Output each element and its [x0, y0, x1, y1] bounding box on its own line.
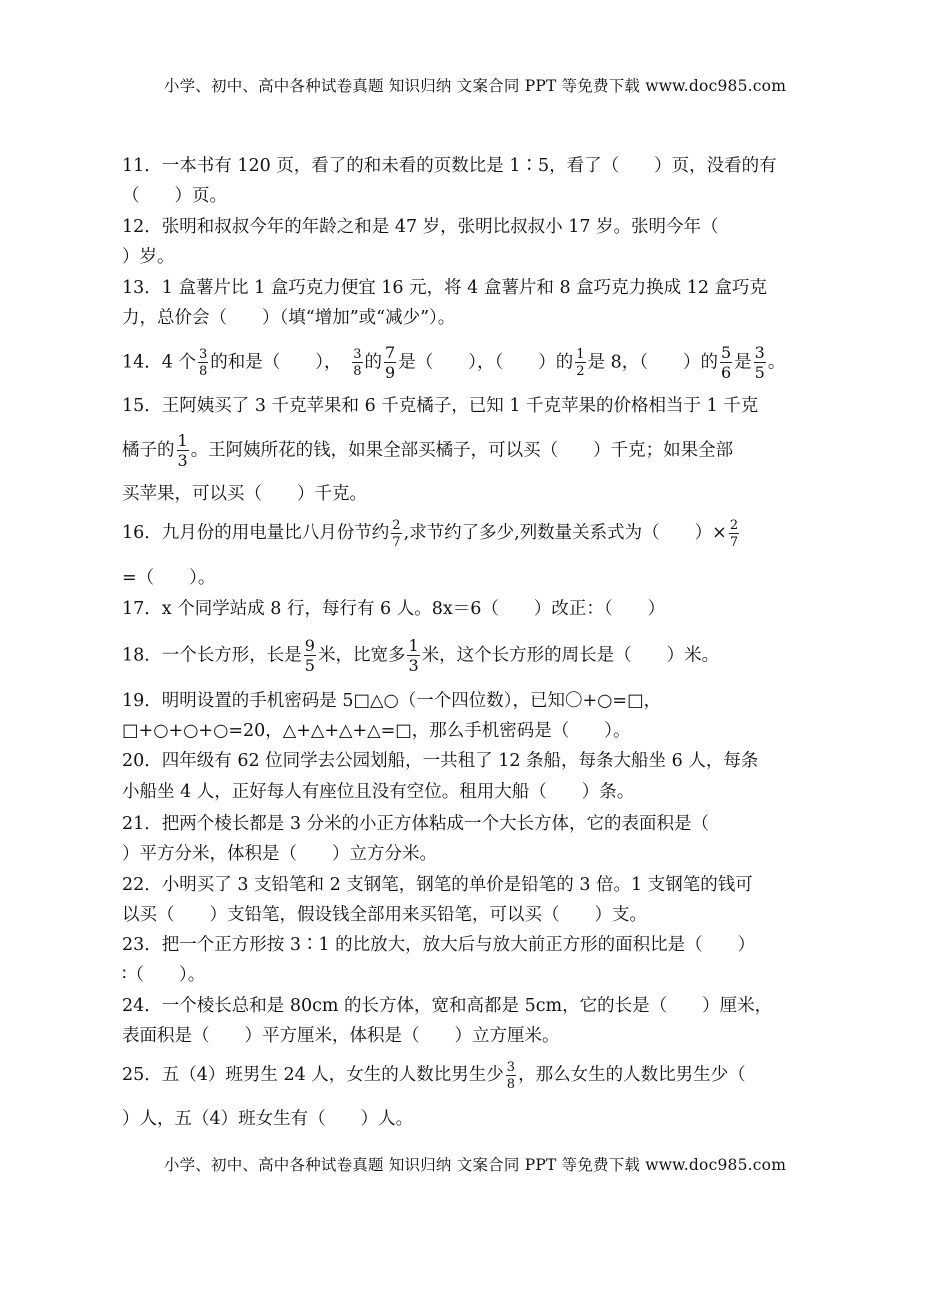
q14-fraction-6: $\frac{3}{5}$ [754, 343, 765, 382]
question-16-line-1 [122, 518, 840, 549]
q14-fraction-2: $\frac{3}{8}$ [353, 347, 362, 379]
question-23-line-1: 23．把一个正方形按 3∶1 的比放大，放大后与放大前正方形的面积比是（ ） [122, 935, 756, 955]
q14-fraction-1: $\frac{3}{8}$ [198, 347, 208, 379]
question-11-line-2: （ ）页。 [122, 186, 227, 206]
question-24-line-2: 表面积是（ ）平方厘米，体积是（ ）立方厘米。 [122, 1026, 560, 1046]
q14-text-3: 的 [364, 352, 383, 373]
q18-fraction-2: $\frac{1}{3}$ [408, 636, 419, 675]
q18-text-2: 米，比宽多 [317, 645, 406, 666]
q16-text-1: 16．九月份的用电量比八月份节约 [122, 523, 390, 543]
q15-text-a: 橘子的 [122, 440, 175, 461]
question-22-line-1: 22．小明买了 3 支铅笔和 2 支钢笔，钢笔的单价是铅笔的 3 倍。1 支钢笔的钱可 [122, 875, 753, 895]
question-23-line-2: ∶（ ）。 [122, 965, 206, 985]
question-21-line-2: ）平方分米，体积是（ ）立方分米。 [122, 844, 437, 864]
question-18 [122, 638, 840, 674]
question-15-line-2 [122, 433, 840, 469]
question-17: 17．x 个同学站成 8 行，每行有 6 人。8x＝6（ ）改正：（ ） [122, 599, 666, 619]
q14-text-1: 14．4 个 [122, 352, 196, 373]
q14-text-5: 是 8，（ ）的 [587, 352, 718, 373]
question-14 [122, 345, 840, 381]
question-19-line-2: □+○+○+○=20，△+△+△+△=□，那么手机密码是（ ）。 [122, 721, 631, 741]
q15-text-b: 。王阿姨所花的钱，如果全部买橘子，可以买（ ）千克；如果全部 [190, 440, 734, 461]
question-11-line-1: 11．一本书有 120 页，看了的和未看的页数比是 1∶5，看了（ ）页，没看的有 [122, 156, 777, 176]
q14-text-6: 是 [734, 352, 752, 373]
question-13-line-2: 力，总价会（ ）（填“增加”或“减少”）。 [122, 308, 456, 328]
question-20-line-2: 小船坐 4 人，正好每人有座位且没有空位。租用大船（ ）条。 [122, 782, 635, 802]
page-header: 小学、初中、高中各种试卷真题 知识归纳 文案合同 PPT 等免费下载 www.doc985.com [163, 77, 787, 95]
q14-text-7: 。 [767, 352, 786, 373]
q14-fraction-4: $\frac{1}{2}$ [576, 347, 585, 379]
q16-fraction-2: $\frac{2}{7}$ [729, 517, 739, 550]
question-25-line-2: ）人，五（4）班女生有（ ）人。 [122, 1109, 414, 1129]
question-13-line-1: 13．1 盒薯片比 1 盒巧克力便宜 16 元，将 4 盒薯片和 8 盒巧克力换成 12 盒巧克 [122, 278, 768, 298]
question-21-line-1: 21．把两个棱长都是 3 分米的小正方体粘成一个大长方体，它的表面积是（ [122, 814, 710, 834]
q15-fraction: $\frac{1}{3}$ [177, 431, 188, 470]
q18-text-3: 米，这个长方形的周长是（ ）米。 [421, 645, 720, 666]
q25-fraction: $\frac{3}{8}$ [506, 1059, 516, 1092]
question-25-line-1 [122, 1060, 840, 1091]
question-16-line-2: =（ ）。 [122, 568, 216, 588]
question-12-line-2: ）岁。 [122, 247, 175, 267]
q16-fraction-1: $\frac{2}{7}$ [392, 517, 401, 550]
q25-text-1: 25．五（4）班男生 24 人，女生的人数比男生少 [122, 1065, 504, 1085]
question-15-line-1: 15．王阿姨买了 3 千克苹果和 6 千克橘子，已知 1 千克苹果的价格相当于 1 千克 [122, 396, 759, 416]
question-24-line-1: 24．一个棱长总和是 80cm 的长方体，宽和高都是 5cm，它的长是（ ）厘米， [122, 996, 773, 1016]
question-20-line-1: 20．四年级有 62 位同学去公园划船，一共租了 12 条船，每条大船坐 6 人，每条 [122, 751, 759, 771]
question-19-line-1: 19．明明设置的手机密码是 5□△○（一个四位数），已知〇+○=□， [122, 691, 662, 711]
q14-text-4: 是（ ），（ ）的 [398, 352, 574, 373]
q14-text-2: 的和是（ ）， [210, 352, 351, 373]
question-15-line-3: 买苹果，可以买（ ）千克。 [122, 484, 367, 504]
q25-text-2: ，那么女生的人数比男生少（ [518, 1065, 746, 1085]
question-22-line-2: 以买（ ）支铅笔，假设钱全部用来买铅笔，可以买（ ）支。 [122, 905, 647, 925]
q14-fraction-3: $\frac{7}{9}$ [385, 343, 396, 382]
q18-text-1: 18．一个长方形，长是 [122, 645, 302, 666]
q18-fraction-1: $\frac{9}{5}$ [304, 636, 315, 675]
q14-fraction-5: $\frac{5}{6}$ [720, 343, 732, 382]
page-footer: 小学、初中、高中各种试卷真题 知识归纳 文案合同 PPT 等免费下载 www.doc985.com [163, 1156, 787, 1174]
question-12-line-1: 12．张明和叔叔今年的年龄之和是 47 岁，张明比叔叔小 17 岁。张明今年（ [122, 217, 719, 237]
q16-text-2: ,求节约了多少,列数量关系式为（ ）× [403, 523, 727, 543]
